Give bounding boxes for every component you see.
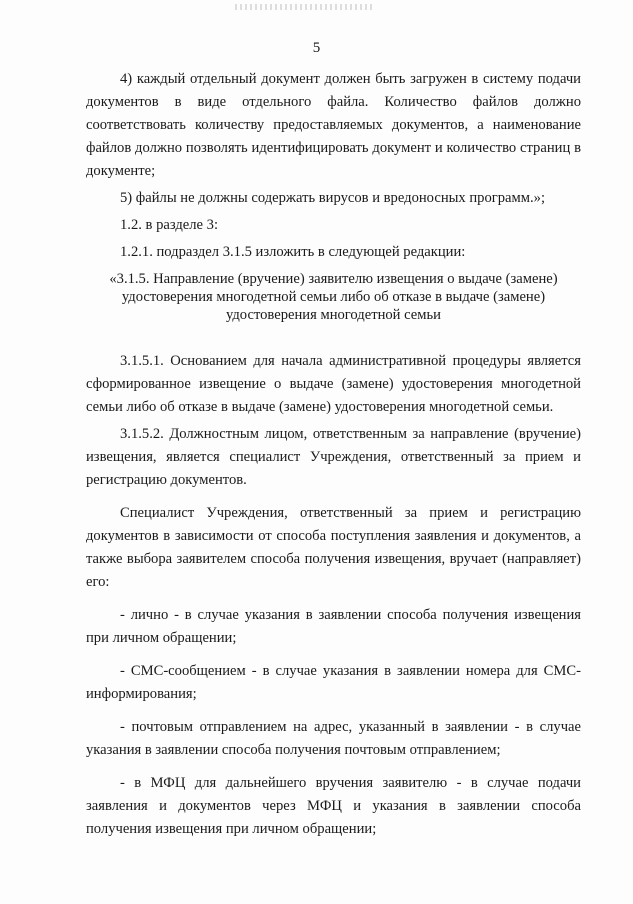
paragraph-item-5: 5) файлы не должны содержать вирусов и вредоносных программ.»; (120, 190, 546, 206)
paragraph-section-1-2: 1.2. в разделе 3: (120, 217, 219, 233)
list-item-sms: - СМС-сообщением - в случае указания в заявлении номера для СМС-информирования; (86, 663, 581, 702)
list-item-post: - почтовым отправлением на адрес, указанный в заявлении - в случае указания в заявлении способа получения почтовым отправлением; (86, 719, 581, 758)
list-item-personal: - лично - в случае указания в заявлении способа получения извещения при личном обращении; (86, 607, 581, 646)
paragraph-item-4: 4) каждый отдельный документ должен быть загружен в систему подачи документов в виде отдельного файла. Количество файлов должно соответствовать количеству предоставляемых документов, а наименование файлов должно позволять идентифицировать документ и количество страниц в документе; (86, 71, 581, 179)
list-item-mfc: - в МФЦ для дальнейшего вручения заявителю - в случае подачи заявления и документов через МФЦ и указания в заявлении способа получения извещения при личном обращении; (86, 775, 581, 837)
paragraph-subsection-1-2-1: 1.2.1. подраздел 3.1.5 изложить в следующей редакции: (120, 244, 466, 260)
paragraph-specialist: Специалист Учреждения, ответственный за прием и регистрацию документов в зависимости от способа поступления заявления и документов, а также выбора заявителем способа получения извещения, вручает (направляет) его: (86, 505, 581, 590)
paragraph-3-1-5-1: 3.1.5.1. Основанием для начала административной процедуры является сформированное извещение о выдаче (замене) удостоверения многодетной семьи либо об отказе в выдаче (замене) удостоверения многодетной семьи. (86, 353, 581, 415)
section-heading-3-1-5: «3.1.5. Направление (вручение) заявителю извещения о выдаче (замене) удостоверения многодетной семьи либо об отказе в выдаче (замене) удостоверения многодетной семьи (109, 271, 558, 323)
scan-artifact (235, 4, 375, 10)
page-number: 5 (312, 40, 321, 56)
paragraph-3-1-5-2: 3.1.5.2. Должностным лицом, ответственным за направление (вручение) извещения, является специалист Учреждения, ответственный за прием и регистрацию документов. (86, 426, 581, 488)
document-body (86, 68, 581, 841)
